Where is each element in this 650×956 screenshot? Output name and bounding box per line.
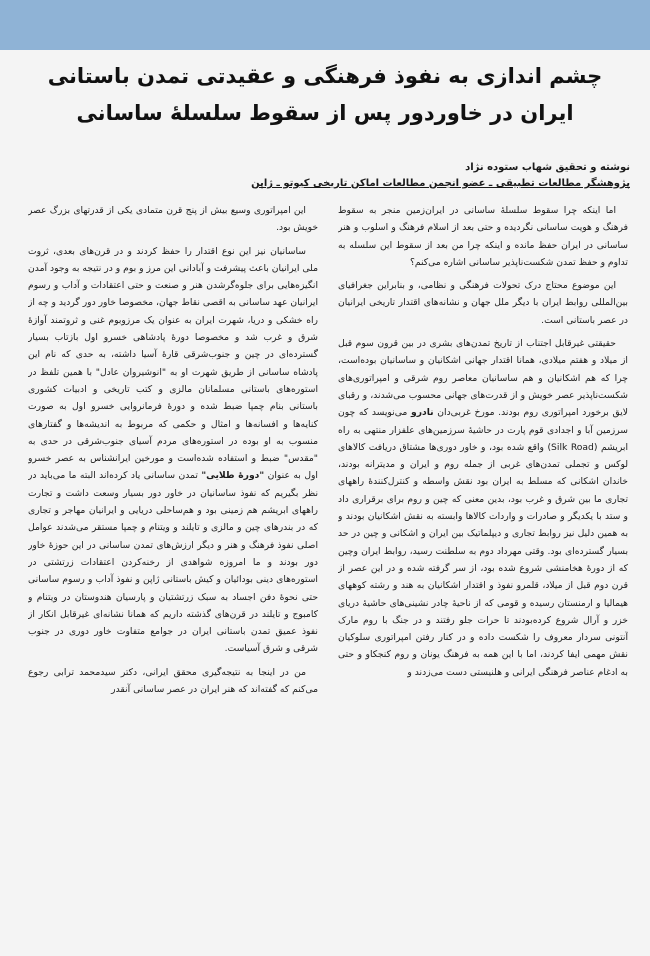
right-column	[338, 202, 628, 792]
article-title: چشم اندازی به نفوذ فرهنگی و عقیدتی تمدن باستانی ایران در خاوردور پس از سقوط سلسلۀ ساسانی	[47, 64, 603, 125]
paragraph	[28, 243, 318, 658]
author-line: نوشته و تحقیق شهاب ستوده نژاد	[465, 162, 630, 173]
author-block	[30, 160, 630, 192]
golden-era-term: "دورۀ طلایی"	[201, 470, 265, 482]
paragraph: این امپراتوری وسیع بیش از پنج قرن متمادی یکی از قدرتهای بزرگ عصر خویش بود.	[28, 205, 318, 234]
left-column	[28, 202, 318, 792]
text-run: واقع شده بود، و خاور دوری‌ها مشتاق دریافت کالاهای لوکس و تجملی تمدن‌های غربی از جمله روم و ایران و مدیترانه بودند، خاندان اشکانی که مسلط به ایران بود نقش واسطه و کنترل‌کنندۀ راههای تجاری ما بین شرق و غرب بود، بدین معنی که چین و روم برای برقراری داد و ستد با یکدیگر و صادرات و واردات کالاها وابسته به نقش اشکانیان بودند و به همین دلیل نیز روابط تجاری و دیپلماتیک بین ایران و اشکانی و چین در حد بسیار گسترده‌ای بود. وقتی مهرداد دوم به سلطنت رسید، روابط ایران وچین که از دورۀ هخامنشی شروع شده بود، از سر گرفته شده و در این عصر از قرن دوم قبل از میلاد، قلمرو نفوذ و اقتدار اشکانیان به هند و رشته کوههای هیمالیا و ارمنستان رسیده و قومی که از ناحیۀ چادر نشینی‌های حاشیۀ دریای خزر و آرال شروع کرده‌بودند تا حرات جلو رفتند و در جنگ با روم مارک آنتونی سردار معروف را شکست داده و در کنار رفتن امپراتوری سلوکیان نقش مهمی ایفا کردند، اما با این همه به فرهنگ یونان و روم کنجکاو و حتی به ادغام عناصر فرهنگی ایرانی و هلنیستی دست می‌زدند و	[338, 441, 628, 678]
paragraph: من در اینجا به نتیجه‌گیری محقق ایرانی، دکتر سیدمحمد ترابی رجوع می‌کنم که گفته‌اند که هنر ایران در عصر ساسانی آنقدر	[28, 666, 318, 696]
bold-name: نادرو	[410, 407, 434, 419]
text-run: تمدن ساسانی یاد کرده‌اند البته ما می‌باید در نظر بگیریم که نفوذ ساسانیان در خاور دور بسیار وسعت داشت و تجارت راههای ابریشم هم زمینی بود و هم‌ساحلی دریایی و ایرانیان مهاجر و تجاری که در بندرهای چین و مالزی و تایلند و ویتنام و چمپا مستقر می‌شدند عوامل اصلی نفوذ فرهنگ و هنر و دیگر ارزش‌های تمدن ساسانی در این حوزۀ خاور دور بودند و ما امروزه شواهدی از رخنه‌کردن اعتقادات زرتشتی در استوره‌های دینی بودائیان و کیش باستانی ژاپن و نفوذ آداب و رسوم ساسانی حتی نحوۀ دفن اجساد به سبک زرتشتیان و پارسیان هندوستان در ویتنام و کامبوج و تایلند در قرن‌های گذشته داریم که همانا نشانه‌ای غیرقابل انکار از نفوذ عمیق تمدن باستانی ایران در جوامع متفاوت خاور دوری در جنوب شرقی و شرق آسیاست.	[28, 470, 318, 655]
page-bottom-margin	[0, 880, 650, 956]
silk-road-term: (Silk Road)	[547, 441, 598, 453]
text-run: حقیقتی غیرقابل اجتناب از تاریخ تمدن‌های بشری در بین قرون سوم قبل از میلاد و هفتم میلادی، همانا اقتدار جهانی اشکانیان و ساسانیان بوده‌است، چرا که هم اشکانیان و هم ساسانیان معاصر روم شرقی و امپراتوری‌های شکست‌ناپذیر عصر خویش و از قدرت‌های جهانی محسوب می‌شدند، و رقبای لایق برخورد امپراتوری روم بودند. مورخ غربی‌دان	[338, 338, 628, 419]
top-banner	[0, 0, 650, 50]
text-run: می‌نویسد که چون سرزمین آبا و اجدادی قوم پارت در حاشیۀ سرزمین‌های علفزار منتهی به راه ابریشم	[338, 407, 628, 453]
paragraph	[338, 335, 628, 681]
author-affiliation: پژوهشگر مطالعات تطبیقی ـ عضو انجمن مطالعات اماکن تاریخی کیوتو ـ ژاپن	[251, 178, 630, 189]
article-page	[0, 50, 650, 956]
paragraph: اما اینکه چرا سقوط سلسلۀ ساسانی در ایران‌زمین منجر به سقوط فرهنگ و هویت ساسانی نگردیده و حتی بعد از اسلام فرهنگ و اسلوب و هنر ساسانی در ایران حفظ مانده و اینکه چرا من بعد از سقوط این سلسله به تداوم و حفظ تمدن شکست‌ناپذیر ساسانی اشاره می‌کنم؟	[338, 205, 628, 268]
text-run: ساسانیان نیز این نوع اقتدار را حفظ کردند و در قرن‌های بعدی، ثروت ملی ایرانیان باعث پیشرفت و آبادانی این مرز و بوم و در نتیجه به وجود آمدن انگیزه‌هایی برای جلوه‌گرشدن هنر و صنعت و حتی اعتقادات و آداب و رسوم ایرانیان عهد ساسانی به اقصی نقاط جهان، مخصوصا خاور دور گردید و چه از راه خشکی و دریا، شهرت ایران به عنوان یک مرزوبوم غنی و ثروتمند آوازۀ شرق و غرب شد و مخصوصا دورۀ پادشاهی خسرو اول بازتاب بسیار گسترده‌ای در چین و جنوب‌شرقی قارۀ آسیا داشته، به حدی که نام این پادشاه ساسانی از طریق شهرت او به "انوشیروان عادل" با همین تلفظ در استوره‌های باستانی مسلمانان مالزی و کتب تاریخی و ادبیات کشوری باستانی بنام چمپا ضبط شده و دورۀ فرمانروایی خسرو اول به صورت کنایه‌ها و افسانه‌ها و امثال و حکمی که مربوط به اندیشه‌ها و گفتارهای منسوب به او بوده در استوره‌های مردم آسیای جنوب‌شرقی در حدی به "مقدس" ضبط و استفاده شده‌است و مورخین ایرانشناس به عصر خسرو اول به عنوان	[28, 245, 318, 482]
paragraph: این موضوع محتاج درک تحولات فرهنگی و نظامی، و بنابراین جغرافیای بین‌المللی روابط ایران با دیگر ملل جهان و نشانه‌های اقتدار تاریخی ایرانیان در عصر باستانی است.	[338, 280, 628, 326]
